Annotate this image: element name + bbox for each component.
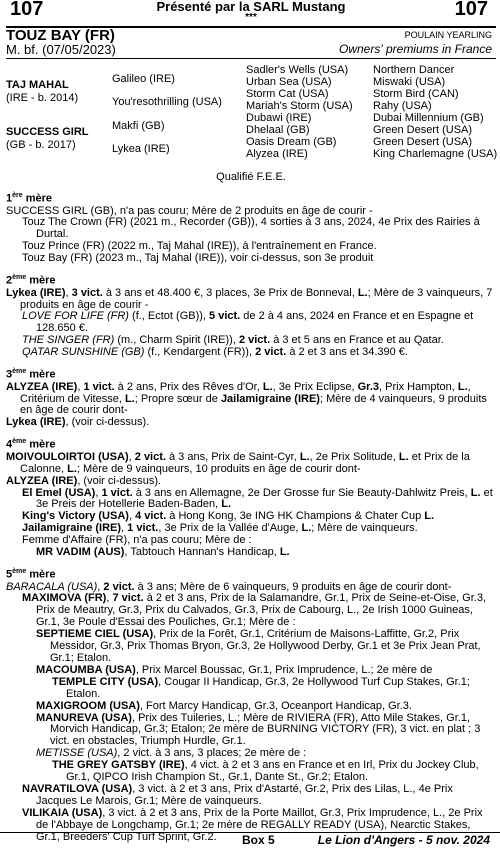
pedigree-sire-info: (IRE - b. 2014) (6, 92, 79, 104)
horse-title-bar (6, 26, 496, 59)
pedigree-g4-8: King Charlemagne (USA) (373, 148, 498, 160)
great-grandproduce-grey-gatsby: THE GREY GATSBY (IRE), 4 vict. à 2 et 3 ans en France et en Irl, Prix du Jockey Club, Gr.1, QIPCO Irish Champion St., Gr.1, Dante St., Gr.2; Etalon. (52, 759, 479, 784)
fourth-dam-grandproduce-1: MR VADIM (AUS), Tabtouch Hannan's Handicap, L. (36, 546, 290, 559)
fourth-dam-entry: MOIVOULOIRTOI (USA), 2 vict. à 3 ans, Prix de Saint-Cyr, L., 2e Prix Solitude, L. et Prix de la Calonne, L.; Mère de 9 vainqueurs, 10 produits en âge de courir dont- (6, 450, 470, 475)
pedigree-g4-2: Miswaki (USA) (373, 76, 446, 88)
pedigree-g4-4: Rahy (USA) (373, 100, 432, 112)
page-header (6, 0, 496, 26)
horse-category: POULAIN YEARLING (404, 30, 492, 40)
fourth-dam-produce-3: King's Victory (USA), 4 vict. à Hong Kong, 3e ING HK Champions & Chater Cup L. (22, 510, 435, 523)
pedigree-g3-5: Dubawi (IRE) (246, 112, 312, 124)
horse-details: M. bf. (07/05/2023) (6, 42, 116, 57)
pedigree-g3-2: Urban Sea (USA) (246, 76, 332, 88)
grandproduce-macoumba: MACOUMBA (USA), Prix Marcel Boussac, Gr.1, Prix Imprudence, L.; 2e mère de (36, 663, 433, 676)
pedigree-g3-8: Alyzea (IRE) (246, 148, 308, 160)
produce-1: Touz The Crown (FR) (2021 m., Recorder (GB)), 4 sorties à 3 ans, 2024, 4e Prix des Rairies à Durtal. (22, 216, 480, 241)
owners-premium-note: Owners' premiums in France (339, 42, 492, 56)
pedigree-dam: SUCCESS GIRL (6, 126, 89, 138)
second-dam-produce-3: QATAR SUNSHINE (GB) (f., Kendargent (FR)), 2 vict. à 2 et 3 ans et 34.390 €. (22, 346, 408, 359)
section-heading-1: 1ère mère (6, 192, 52, 205)
second-dam-produce-1: LOVE FOR LIFE (FR) (f., Ectot (GB)), 5 vict. de 2 à 4 ans, 2024 en France et en Espagne et 128.650 €. (22, 310, 474, 335)
pedigree-g4-7: Green Desert (USA) (373, 136, 473, 148)
horse-name: TOUZ BAY (FR) (6, 27, 115, 44)
dam-intro: SUCCESS GIRL (GB), n'a pas couru; Mère de 2 produits en âge de courir - (6, 204, 373, 217)
pedigree-g3-6: Dhelaal (GB) (246, 124, 310, 136)
pedigree-g3-1: Sadler's Wells (USA) (246, 64, 349, 76)
second-dam-entry: Lykea (IRE), 3 vict. à 3 ans et 48.400 €, 3 places, 3e Prix de Bonneval, L.; Mère de 3 vainqueurs, 7 produits en âge de courir - (6, 286, 493, 311)
section-heading-2: 2ème mère (6, 274, 56, 287)
second-dam-produce-2: THE SINGER (FR) (m., Charm Spirit (IRE)), 2 vict. à 3 et 5 ans en France et au Qatar. (22, 334, 444, 347)
pedigree-g4-6: Green Desert (USA) (373, 124, 473, 136)
fifth-dam-produce-vilikaia: VILIKAIA (USA), 3 vict. à 2 et 3 ans, Prix de la Porte Maillot, Gr.3, Prix Imprudence, L., 2e Prix de l'Abbaye de Longchamp, Gr.1; 2e mère de REGALLY READY (USA), Nearctic Stakes, Gr.1, Breeders' Cup Turf Sprint, Gr.2. (22, 806, 483, 843)
fourth-dam-produce-4: Jailamigraine (IRE), 1 vict., 3e Prix de la Vallée d'Auge, L.; Mère de vainqueurs. (22, 522, 418, 535)
section-heading-4: 4ème mère (6, 438, 56, 451)
pedigree-g3-7: Oasis Dream (GB) (246, 136, 337, 148)
page-footer (0, 832, 500, 847)
section-heading-5: 5ème mère (6, 568, 56, 581)
pedigree-g3-4: Mariah's Storm (USA) (246, 100, 353, 112)
lot-number-left: 107 (10, 0, 44, 20)
pedigree-g2-4: Lykea (IRE) (112, 143, 170, 155)
pedigree-g4-1: Northern Dancer (373, 64, 455, 76)
pedigree-sire: TAJ MAHAL (6, 79, 69, 91)
fourth-dam-produce-5: Femme d'Affaire (FR), n'a pas couru; Mère de : (22, 534, 252, 547)
fifth-dam-produce-navratilova: NAVRATILOVA (USA), 3 vict. à 2 et 3 ans, Prix d'Astarté, Gr.2, Prix des Lilas, L., 4e Prix Jacques Le Marois, Gr.1; Mère de vainqueurs. (22, 782, 453, 807)
third-dam-produce-1: Lykea (IRE), (voir ci-dessus). (6, 416, 150, 429)
pedigree-g3-3: Storm Cat (USA) (246, 88, 329, 100)
pedigree-g2-1: Galileo (IRE) (112, 73, 175, 85)
produce-3: Touz Bay (FR) (2023 m., Taj Mahal (IRE)), voir ci-dessus, son 3e produit (22, 252, 374, 265)
grandproduce-manureva: MANUREVA (USA), Prix des Tuileries, L.; Mère de RIVIERA (FR), Atto Mile Stakes, Gr.1, Morvich Handicap, Gr.3; Etalon; 2e mère de BURNING VICTORY (FR), 3 vict. en plat ; 3 vict. en obstacles, Triumph Hurdle, Gr.1. (36, 711, 481, 748)
section-heading-3: 3ème mère (6, 368, 56, 381)
fourth-dam-produce-1: ALYZEA (IRE), (voir ci-dessus). (6, 474, 162, 487)
sale-venue-date: Le Lion d'Angers - 5 nov. 2024 (317, 833, 490, 847)
presenter-text: Présenté par la SARL Mustang (156, 0, 346, 14)
presenter-stars: *** (245, 12, 257, 23)
grandproduce-septieme-ciel: SEPTIEME CIEL (USA), Prix de la Forêt, Gr.1, Critérium de Maisons-Laffitte, Gr.2, Prix Messidor, Gr.3, Prix Thomas Bryon, Gr.3, 2e Hollywood Derby, Gr.1 et 3e Prix Jean Prat, Gr.1; Etalon. (36, 628, 481, 664)
box-number: Box 5 (242, 833, 275, 847)
grandproduce-maxigroom: MAXIGROOM (USA), Fort Marcy Handicap, Gr.3, Oceanport Handicap, Gr.3. (36, 699, 412, 712)
third-dam-entry: ALYZEA (IRE), 1 vict. à 2 ans, Prix des Rêves d'Or, L., 3e Prix Eclipse, Gr.3, Prix Hampton, L., Critérium de Vitesse, L.; Propre sœur de Jailamigraine (IRE); Mère de 4 vainqueurs, 9 produits en âge de courir dont- (6, 380, 487, 417)
fifth-dam-entry: BARACALA (USA), 2 vict. à 3 ans; Mère de 6 vainqueurs, 9 produits en âge de courir dont- (6, 580, 452, 593)
pedigree-g2-3: Makfi (GB) (112, 120, 165, 132)
pedigree-g2-2: You'resothrilling (USA) (112, 96, 222, 108)
pedigree-g4-5: Dubai Millennium (GB) (373, 112, 484, 124)
qualification: Qualifié F.E.E. (216, 171, 286, 183)
pedigree-notes (6, 190, 496, 844)
grandproduce-metisse: METISSE (USA), 2 vict. à 3 ans, 3 places; 2e mère de : (36, 747, 307, 760)
fourth-dam-produce-2: El Emel (USA), 1 vict. à 3 ans en Allemagne, 2e Der Grosse fur Sie Beauty-Dahlwitz Preis, L. et 3e Preis der Hotellerie Baden-Baden, L. (22, 486, 493, 511)
great-grandproduce-temple-city: TEMPLE CITY (USA), Cougar II Handicap, Gr.3, 2e Hollywood Turf Cup Stakes, Gr.1; Etalon. (52, 675, 470, 700)
pedigree-g4-3: Storm Bird (CAN) (373, 88, 459, 100)
lot-number-right: 107 (454, 0, 488, 20)
pedigree-dam-info: (GB - b. 2017) (6, 139, 76, 151)
fifth-dam-produce-maximova: MAXIMOVA (FR), 7 vict. à 2 et 3 ans, Prix de la Salamandre, Gr.1, Prix de Seine-et-Oise, Gr.3, Prix de Meautry, Gr.3, Prix du Calvados, Gr.3, Prix de Cabourg, L., 2e Irish 1000 Guineas, Gr.1, 3e Poule d'Essai des Pouliches, Gr.1; Mère de : (22, 592, 487, 629)
pedigree-table (6, 59, 496, 169)
produce-2: Touz Prince (FR) (2022 m., Taj Mahal (IRE)), à l'entraînement en France. (22, 240, 377, 253)
presenter (6, 0, 496, 22)
